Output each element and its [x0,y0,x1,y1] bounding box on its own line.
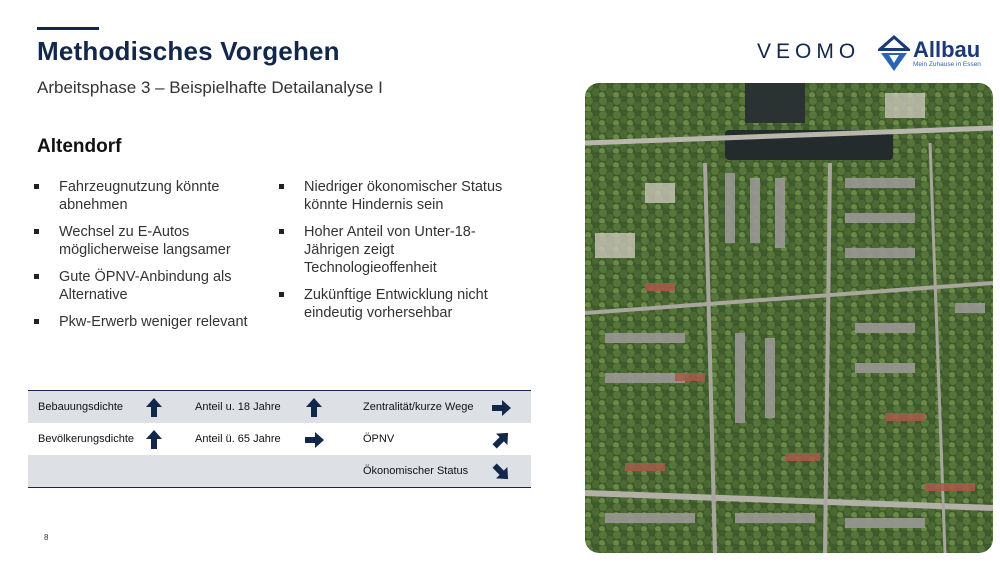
allbau-wordmark: Allbau [913,37,981,62]
bullet-item: Gute ÖPNV-Anbindung als Alternative [34,268,274,304]
trend-arrow-icon [303,462,325,482]
table-row [28,455,531,487]
aerial-map-graphic [585,83,993,553]
trend-arrow-icon [143,430,165,450]
bullet-item: Zukünftige Entwicklung nicht eindeutig vorhersehbar [279,286,529,322]
title-accent-line [37,27,99,30]
trend-arrow-icon [143,462,165,482]
indicator-label: ÖPNV [363,433,395,445]
indicator-label: Bebauungsdichte [38,401,124,413]
trend-arrow-icon [490,462,512,482]
aerial-photo [585,83,993,553]
bullet-item: Hoher Anteil von Unter-18-Jährigen zeigt Technologieoffenheit [279,223,529,277]
veomo-logo: VEOMO [757,40,861,63]
table-row [28,391,531,423]
section-title: Altendorf [37,136,122,157]
page-title: Methodisches Vorgehen [37,36,340,66]
indicator-label: Ökonomischer Status [363,465,469,477]
allbau-tagline: Mein Zuhause in Essen [913,61,981,68]
trend-arrow-icon [303,430,325,450]
allbau-mark-icon [877,34,911,72]
bullet-list-left [34,178,274,340]
indicator-label: Bevölkerungsdichte [38,433,135,445]
indicator-label: Anteil u. 18 Jahre [195,401,281,413]
trend-arrow-icon [490,430,512,450]
indicator-label: Anteil ü. 65 Jahre [195,433,281,445]
trend-arrow-icon [490,398,512,418]
page-number: 8 [44,533,49,542]
trend-arrow-icon [303,398,325,418]
bullet-item: Pkw-Erwerb weniger relevant [34,313,274,331]
bullet-list-right [279,178,529,331]
bullet-item: Niedriger ökonomischer Status könnte Hindernis sein [279,178,529,214]
indicator-table [28,390,531,488]
trend-arrow-icon [143,398,165,418]
bullet-item: Fahrzeugnutzung könnte abnehmen [34,178,274,214]
table-row [28,423,531,455]
indicator-label: Zentralität/kurze Wege [363,401,474,413]
bullet-item: Wechsel zu E-Autos möglicherweise langsamer [34,223,274,259]
page-subtitle: Arbeitsphase 3 – Beispielhafte Detailanalyse I [37,78,383,97]
allbau-logo [877,34,987,74]
